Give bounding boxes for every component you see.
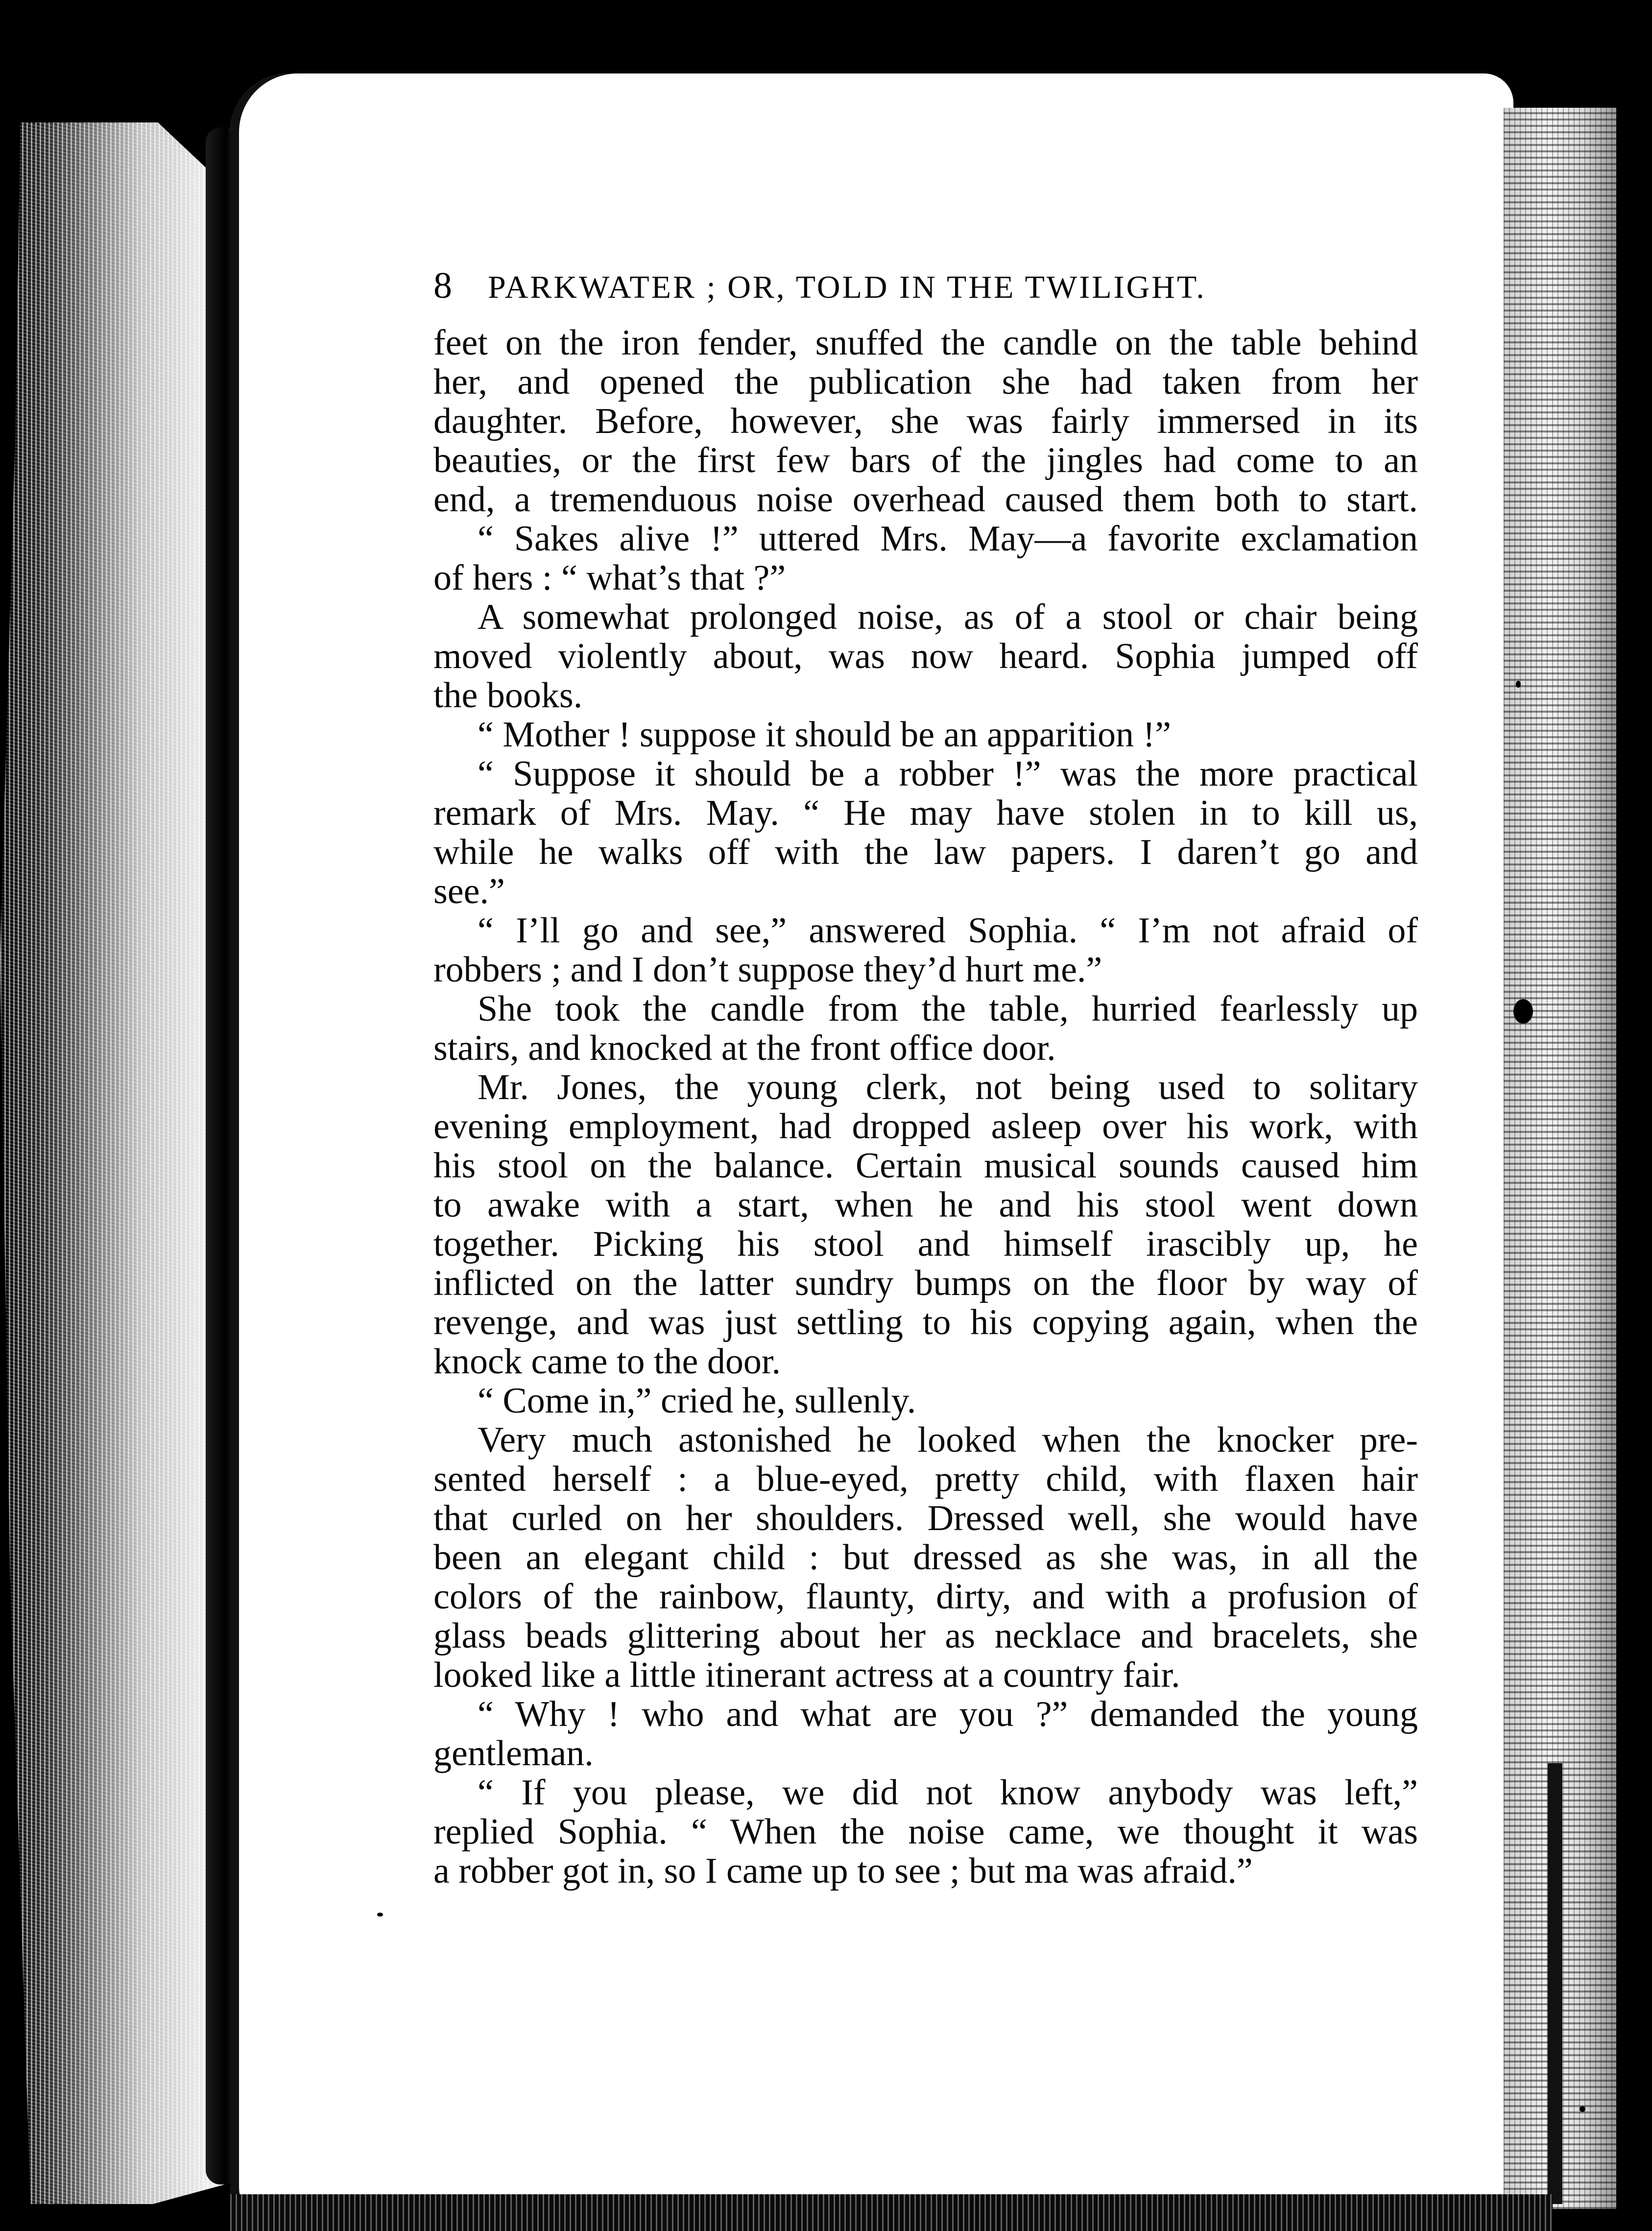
text-line: end, a tremenduous noise overhead caused them both to start. (433, 480, 1418, 520)
text-line: looked like a little itinerant actress at a country fair. (433, 1655, 1180, 1695)
text-line: “ Come in,” cried he, sullenly. (478, 1381, 916, 1421)
text-line: beauties, or the first few bars of the jingles had come to an (433, 440, 1418, 480)
text-line: “ Why ! who and what are you ?” demanded the young (478, 1694, 1418, 1734)
text-line: gentleman. (433, 1733, 594, 1774)
text-line: colors of the rainbow, flaunty, dirty, and with a profusion of (433, 1577, 1418, 1617)
text-line: “ Mother ! suppose it should be an apparition !” (478, 715, 1171, 755)
text-line: see.” (433, 871, 505, 912)
text-line: that curled on her shoulders. Dressed well, she would have (433, 1498, 1418, 1538)
text-line: the books. (433, 675, 583, 716)
text-line: “ Sakes alive !” uttered Mrs. May—a favorite exclamation (478, 519, 1418, 559)
text-line: replied Sophia. “ When the noise came, we thought it was (433, 1812, 1418, 1852)
text-line: robbers ; and I don’t suppose they’d hurt me.” (433, 950, 1102, 990)
text-line: remark of Mrs. May. “ He may have stolen in to kill us, (433, 793, 1418, 833)
right-edge-shadow (1548, 1763, 1562, 2204)
ink-speck (1516, 681, 1521, 688)
text-line: Very much astonished he looked when the knocker pre- (478, 1420, 1418, 1460)
text-line: been an elegant child : but dressed as she was, in all the (433, 1537, 1418, 1578)
text-line: his stool on the balance. Certain musical sounds caused him (433, 1146, 1418, 1186)
ink-speck (1513, 999, 1533, 1024)
text-line: daughter. Before, however, she was fairly immersed in its (433, 401, 1418, 441)
ink-speck (377, 1913, 383, 1917)
text-line: moved violently about, was now heard. Sophia jumped off (433, 636, 1418, 676)
text-line: She took the candle from the table, hurried fearlessly up (478, 989, 1418, 1029)
text-line: glass beads glittering about her as necklace and bracelets, she (433, 1616, 1418, 1656)
running-title: PARKWATER ; OR, TOLD IN THE TWILIGHT. (488, 269, 1206, 305)
text-line: while he walks off with the law papers. I daren’t go and (433, 832, 1418, 872)
text-line: evening employment, had dropped asleep over his work, with (433, 1106, 1418, 1147)
text-line: “ I’ll go and see,” answered Sophia. “ I’m not afraid of (478, 911, 1418, 951)
page-text (433, 264, 1418, 1891)
page-number: 8 (433, 265, 454, 306)
text-line: “ If you please, we did not know anybody was left,” (478, 1773, 1418, 1813)
text-line: knock came to the door. (433, 1342, 781, 1382)
text-line: Mr. Jones, the young clerk, not being used to solitary (478, 1067, 1418, 1107)
text-line: revenge, and was just settling to his copying again, when the (433, 1302, 1418, 1343)
body-text (433, 323, 1418, 1891)
text-line: stairs, and knocked at the front office door. (433, 1028, 1056, 1068)
running-head (433, 264, 1418, 313)
text-line: a robber got in, so I came up to see ; but ma was afraid.” (433, 1851, 1253, 1891)
text-line: sented herself : a blue-eyed, pretty child, with flaxen hair (433, 1459, 1418, 1499)
text-line: A somewhat prolonged noise, as of a stool or chair being (478, 597, 1418, 637)
text-line: to awake with a start, when he and his stool went down (433, 1185, 1418, 1225)
text-line: of hers : “ what’s that ?” (433, 558, 786, 598)
text-line: “ Suppose it should be a robber !” was the more practical (478, 754, 1418, 794)
text-line: together. Picking his stool and himself irascibly up, he (433, 1224, 1418, 1264)
bottom-page-edge (230, 2194, 1553, 2231)
text-line: inflicted on the latter sundry bumps on the floor by way of (433, 1263, 1418, 1303)
ink-speck (1580, 2106, 1585, 2112)
text-line: her, and opened the publication she had taken from her (433, 362, 1418, 402)
text-line: feet on the iron fender, snuffed the candle on the table behind (433, 323, 1418, 363)
